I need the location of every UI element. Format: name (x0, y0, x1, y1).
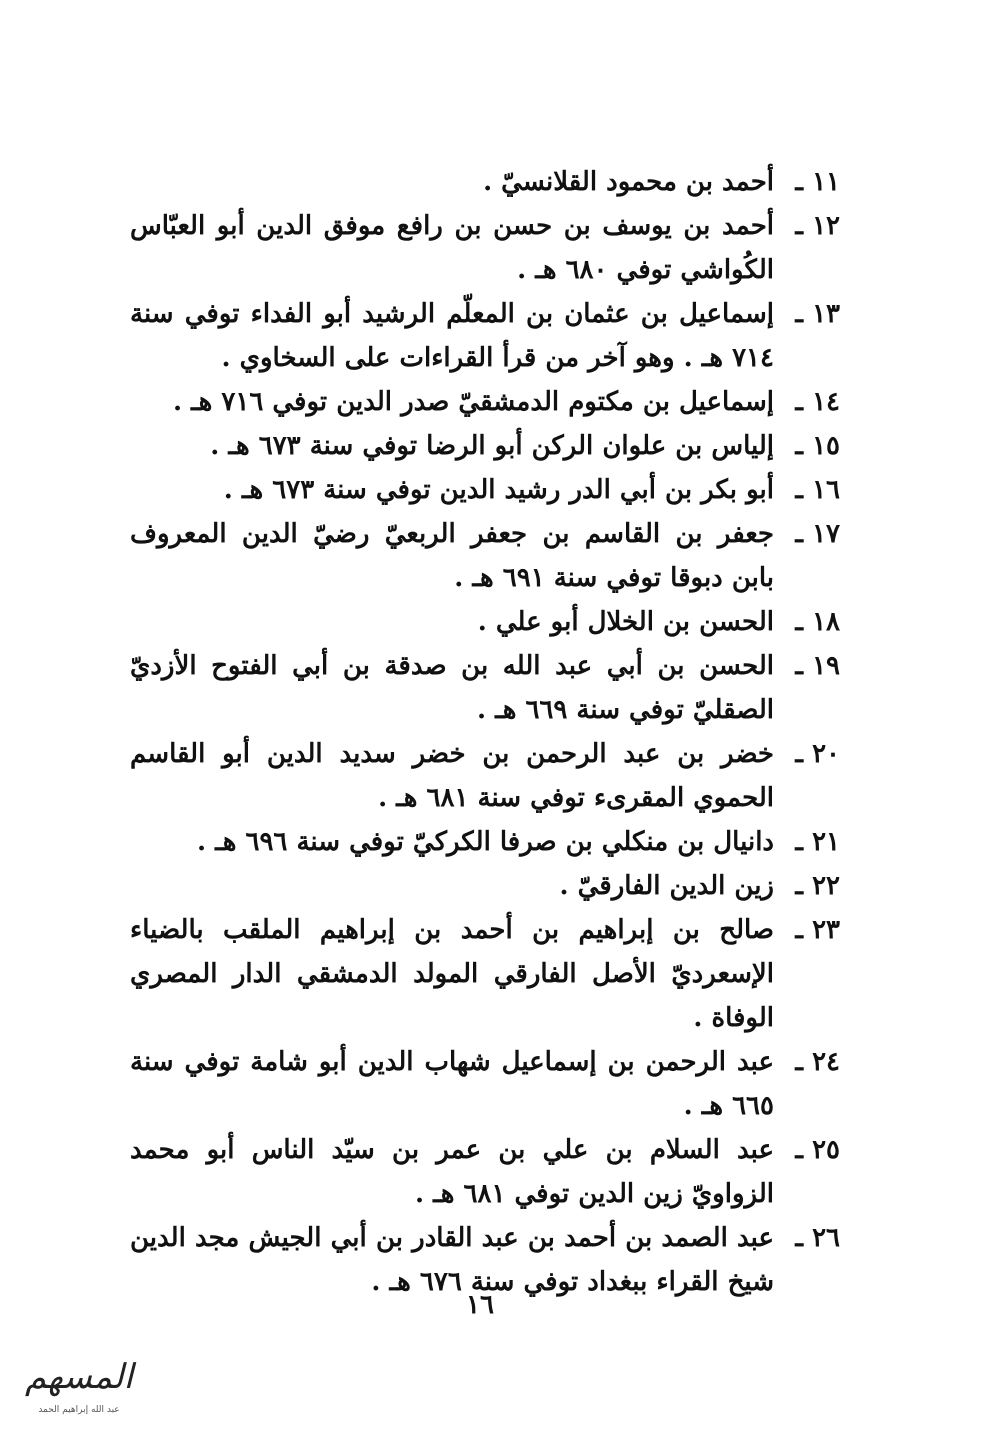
entry-text: إلياس بن علوان الركن أبو الرضا توفي سنة ٦٧٣ هـ . (210, 431, 774, 461)
list-item (130, 864, 840, 908)
entry-text: خضر بن عبد الرحمن بن خضر سديد الدين أبو القاسم الحموي المقرىء توفي سنة ٦٨١ هـ . (130, 739, 774, 813)
stamp-logo-subtext: عبد الله إبراهيم الحمد (38, 1405, 120, 1415)
list-item (130, 160, 840, 204)
entry-text: إسماعيل بن مكتوم الدمشقيّ صدر الدين توفي ٧١٦ هـ . (172, 387, 774, 417)
list-item (130, 732, 840, 820)
entry-number: ١٧ ـ (795, 519, 840, 549)
entry-number: ٢٤ ـ (795, 1047, 840, 1077)
entry-number: ١٨ ـ (795, 607, 840, 637)
list-item (130, 644, 840, 732)
list-item (130, 512, 840, 600)
entry-text: دانيال بن منكلي بن صرفا الكركيّ توفي سنة ٦٩٦ هـ . (197, 827, 774, 857)
entry-text: أبو بكر بن أبي الدر رشيد الدين توفي سنة ٦٧٣ هـ . (223, 475, 774, 505)
stamp-logo (14, 1345, 144, 1425)
entry-number: ٢٠ ـ (795, 739, 840, 769)
entry-text: عبد السلام بن علي بن عمر بن سيّد الناس أبو محمد الزواويّ زين الدين توفي ٦٨١ هـ . (130, 1135, 774, 1209)
entry-number: ١٩ ـ (795, 651, 840, 681)
entry-number: ١٢ ـ (795, 211, 840, 241)
entry-text: عبد الصمد بن أحمد بن عبد القادر بن أبي الجيش مجد الدين شيخ القراء ببغداد توفي سنة ٦٧٦ هـ . (130, 1223, 774, 1297)
entry-number: ١٥ ـ (795, 431, 840, 461)
entry-text: أحمد بن يوسف بن حسن بن رافع موفق الدين أبو العبّاس الكُواشي توفي ٦٨٠ هـ . (130, 211, 774, 285)
list-item (130, 820, 840, 864)
entry-number: ٢٣ ـ (795, 915, 840, 945)
list-item (130, 204, 840, 292)
entry-text: أحمد بن محمود القلانسيّ . (483, 167, 774, 197)
entry-number: ١٦ ـ (795, 475, 840, 505)
stamp-logo-text: المسهم (24, 1357, 134, 1397)
entry-text: صالح بن إبراهيم بن أحمد بن إبراهيم الملقب بالضياء الإسعرديّ الأصل الفارقي المولد الدمشقي الدار المصري الوفاة . (130, 915, 774, 1033)
entry-number: ٢٢ ـ (795, 871, 840, 901)
list-item (130, 1040, 840, 1128)
page-body (130, 160, 840, 1304)
page-number: ١٦ (466, 1290, 494, 1320)
list-item (130, 468, 840, 512)
list-item (130, 424, 840, 468)
entry-text: عبد الرحمن بن إسماعيل شهاب الدين أبو شامة توفي سنة ٦٦٥ هـ . (130, 1047, 774, 1121)
entry-text: الحسن بن الخلال أبو علي . (477, 607, 774, 637)
entry-number: ١٣ ـ (795, 299, 840, 329)
list-item (130, 292, 840, 380)
entry-text: زين الدين الفارقيّ . (559, 871, 774, 901)
list-item (130, 600, 840, 644)
list-item (130, 380, 840, 424)
entry-text: إسماعيل بن عثمان بن المعلّم الرشيد أبو الفداء توفي سنة ٧١٤ هـ . وهو آخر من قرأ القراءات على السخاوي . (130, 299, 774, 373)
entry-number: ٢٥ ـ (795, 1135, 840, 1165)
entry-number: ١٤ ـ (795, 387, 840, 417)
entry-number: ٢١ ـ (795, 827, 840, 857)
entry-text: جعفر بن القاسم بن جعفر الربعيّ رضيّ الدين المعروف بابن دبوقا توفي سنة ٦٩١ هـ . (130, 519, 774, 593)
entry-number: ٢٦ ـ (795, 1223, 840, 1253)
entry-number: ١١ ـ (795, 167, 840, 197)
list-item (130, 908, 840, 1040)
list-item (130, 1128, 840, 1216)
entry-text: الحسن بن أبي عبد الله بن صدقة بن أبي الفتوح الأزديّ الصقليّ توفي سنة ٦٦٩ هـ . (130, 651, 774, 725)
